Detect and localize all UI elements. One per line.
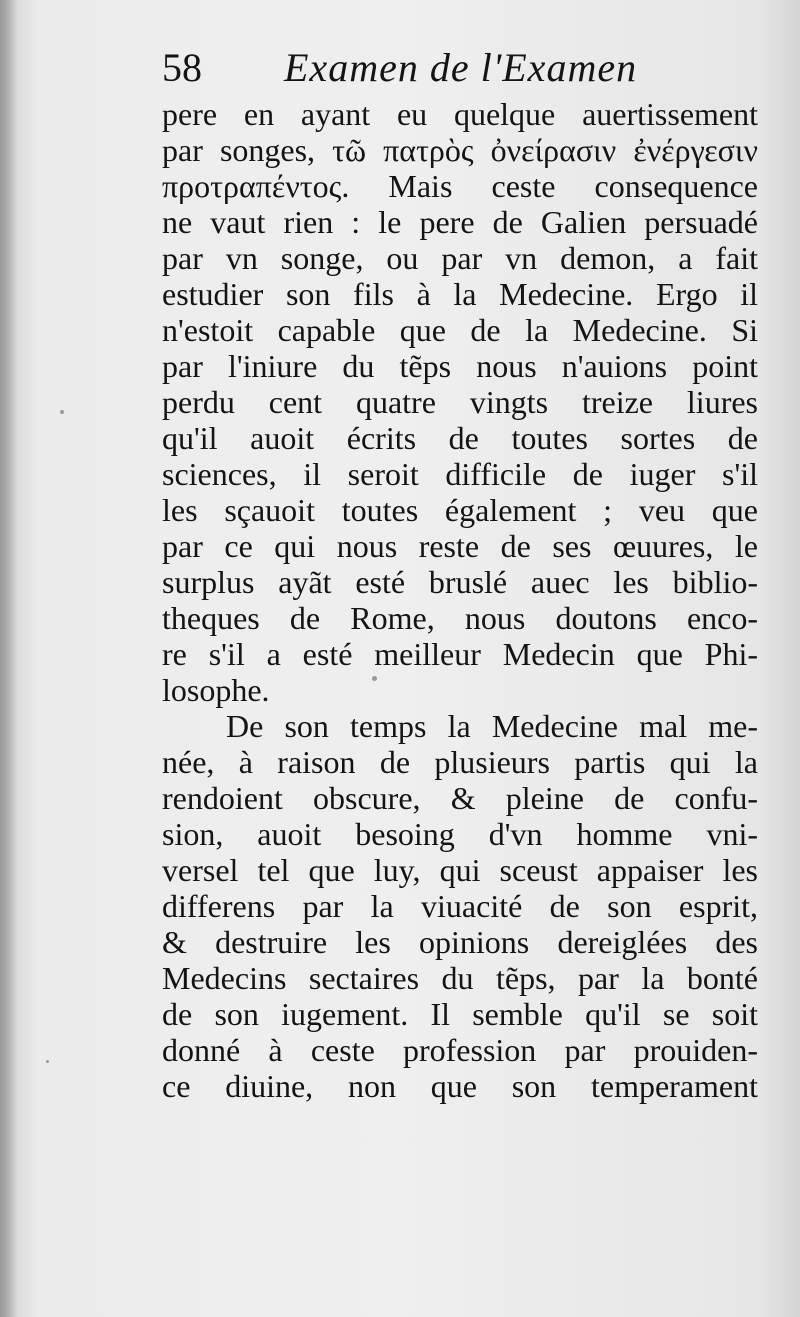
text-line: προτραπέντος. Mais ceste consequence bbox=[162, 168, 758, 204]
text-line: surplus ayãt esté bruslé auec les biblio- bbox=[162, 564, 758, 600]
text-line: par l'iniure du tẽps nous n'auions point bbox=[162, 348, 758, 384]
paragraph-start-line: De son temps la Medecine mal me- bbox=[226, 708, 758, 744]
text-line: les sçauoit toutes également ; veu que bbox=[162, 492, 758, 528]
text-line: ce diuine, non que son temperament bbox=[162, 1068, 758, 1104]
text-line: & destruire les opinions dereiglées des bbox=[162, 924, 758, 960]
text-line: par songes, τῶ πατρὸς ὀνείρασιν ἐνέργεσιν bbox=[162, 132, 758, 168]
text-line: rendoient obscure, & pleine de confu- bbox=[162, 780, 758, 816]
text-line: differens par la viuacité de son esprit, bbox=[162, 888, 758, 924]
text-line: sciences, il seroit difficile de iuger s'il bbox=[162, 456, 758, 492]
text-line: pere en ayant eu quelque auertissement bbox=[162, 96, 758, 132]
text-line: née, à raison de plusieurs partis qui la bbox=[162, 744, 758, 780]
text-line: de son iugement. Il semble qu'il se soit bbox=[162, 996, 758, 1032]
spine-shadow bbox=[0, 0, 18, 1317]
paper-speck bbox=[46, 1060, 49, 1063]
page-number: 58 bbox=[162, 45, 202, 90]
text-line: re s'il a esté meilleur Medecin que Phi- bbox=[162, 636, 758, 672]
text-line: qu'il auoit écrits de toutes sortes de bbox=[162, 420, 758, 456]
text-line: perdu cent quatre vingts treize liures bbox=[162, 384, 758, 420]
running-title: Examen de l'Examen bbox=[284, 45, 638, 90]
page-header bbox=[162, 38, 762, 98]
text-line: estudier son fils à la Medecine. Ergo il bbox=[162, 276, 758, 312]
paragraph-end-line: losophe. bbox=[162, 672, 270, 708]
text-line: par vn songe, ou par vn demon, a fait bbox=[162, 240, 758, 276]
body-text bbox=[162, 96, 758, 1104]
text-line: theques de Rome, nous doutons enco- bbox=[162, 600, 758, 636]
text-line: ne vaut rien : le pere de Galien persuadé bbox=[162, 204, 758, 240]
text-line: sion, auoit besoing d'vn homme vni- bbox=[162, 816, 758, 852]
text-line: par ce qui nous reste de ses œuures, le bbox=[162, 528, 758, 564]
paper-speck bbox=[372, 676, 377, 681]
paper-speck bbox=[60, 410, 64, 414]
text-line: Medecins sectaires du tẽps, par la bonté bbox=[162, 960, 758, 996]
text-line: versel tel que luy, qui sceust appaiser les bbox=[162, 852, 758, 888]
text-line: donné à ceste profession par prouiden- bbox=[162, 1032, 758, 1068]
text-line: n'estoit capable que de la Medecine. Si bbox=[162, 312, 758, 348]
